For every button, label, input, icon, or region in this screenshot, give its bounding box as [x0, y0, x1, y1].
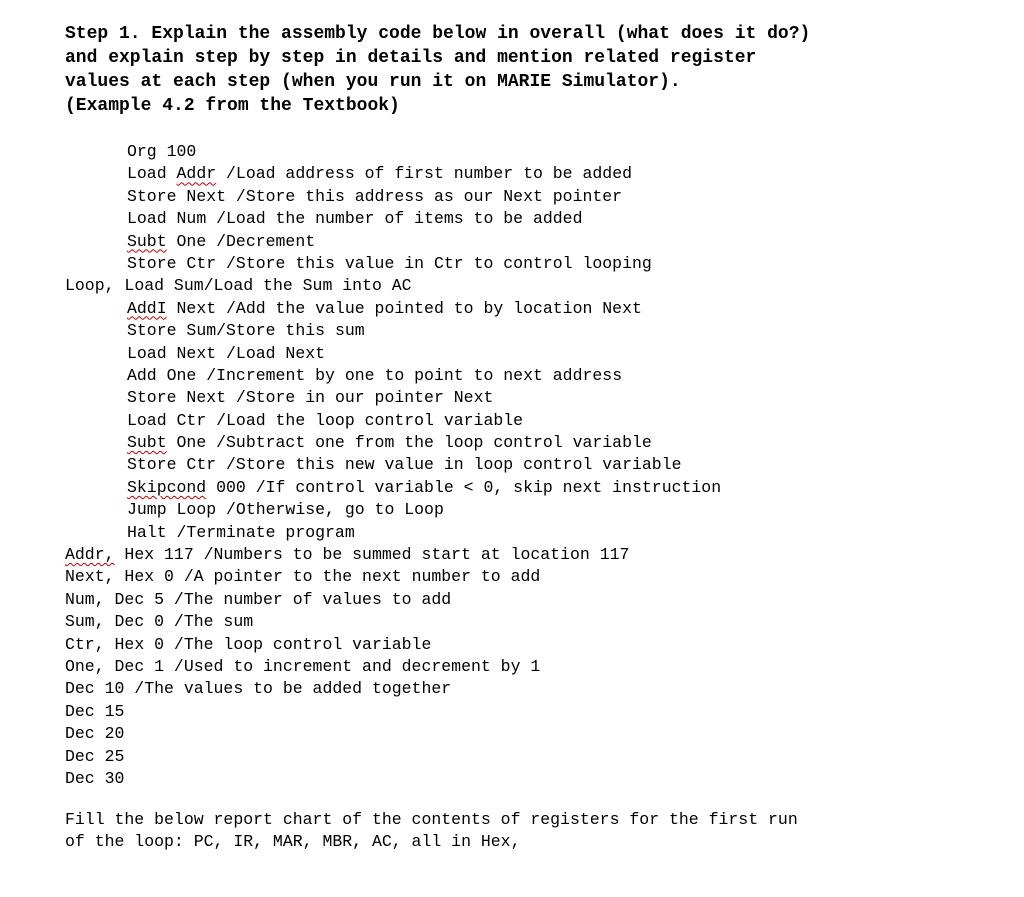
code-operand-comment: One /Increment by one to point to next address [156, 365, 623, 385]
code-opcode: Load [124, 276, 165, 296]
code-line [65, 678, 1005, 700]
code-operand-comment: Ctr /Store this value in Ctr to control looping [176, 253, 652, 273]
code-operand-comment: Dec 1 /Used to increment and decrement by 1 [104, 656, 541, 676]
code-line [65, 208, 1005, 230]
code-opcode: Store [127, 253, 177, 273]
code-data-value: Dec 30 [65, 768, 125, 788]
code-label-misspelled: Addr, [65, 545, 115, 565]
code-line [65, 589, 1005, 611]
code-line [65, 320, 1005, 342]
code-operand-comment: Next /Store this address as our Next pointer [176, 186, 623, 206]
code-opcode: Load [127, 164, 167, 184]
code-operand-comment: Sum/Store this sum [176, 321, 365, 341]
heading-line-1: Step 1. Explain the assembly code below in overall (what does it do?) [65, 24, 811, 44]
code-line [65, 186, 1005, 208]
assembly-code-listing [65, 141, 1005, 790]
code-line [65, 253, 1005, 275]
heading-line-4: (Example 4.2 from the Textbook) [65, 96, 400, 116]
code-line [65, 701, 1005, 723]
code-space [115, 276, 125, 295]
heading-line-3: values at each step (when you run it on MARIE Simulator). [65, 72, 681, 92]
code-opcode: Store [127, 186, 177, 206]
code-data-value: Dec 20 [65, 724, 125, 744]
code-line [65, 499, 1005, 521]
code-line [65, 141, 1005, 163]
code-operand-comment: Next /Store in our pointer Next [176, 388, 494, 408]
footer-line-2: of the loop: PC, IR, MAR, MBR, AC, all in Hex, [65, 832, 521, 852]
code-data-value: Dec 25 [65, 746, 125, 766]
code-separator [167, 164, 177, 183]
code-label: Num, [65, 589, 105, 609]
code-operand-comment: Dec 0 /The sum [104, 612, 254, 632]
footer-line-1: Fill the below report chart of the contents of registers for the first run [65, 810, 798, 829]
code-operand-comment: Next /Load Next [166, 343, 326, 363]
code-operand-comment: Hex 0 /The loop control variable [104, 634, 432, 654]
code-operand-comment: Ctr /Load the loop control variable [166, 410, 524, 430]
code-operand-comment: Next /Add the value pointed to by location Next [166, 298, 642, 318]
code-opcode: Load [127, 209, 167, 229]
code-line [65, 611, 1005, 633]
code-line [65, 163, 1005, 185]
code-operand-comment: /Load address of first number to be added [216, 164, 632, 184]
code-operand-comment: 100 [156, 142, 197, 161]
code-opcode: Load [127, 343, 167, 363]
code-opcode: Load [127, 410, 167, 430]
code-opcode-misspelled: Subt [127, 231, 167, 251]
heading-line-2: and explain step by step in details and mention related register [65, 48, 757, 68]
code-operand-comment: Ctr /Store this new value in loop control variable [176, 455, 682, 475]
code-line [65, 410, 1005, 432]
code-line [65, 343, 1005, 365]
code-line [65, 432, 1005, 454]
code-operand-misspelled: Addr [176, 164, 217, 184]
code-line [65, 544, 1005, 566]
code-line [65, 365, 1005, 387]
code-opcode: Store [127, 321, 177, 341]
code-line [65, 746, 1005, 768]
code-label: One, [65, 656, 105, 676]
instruction-footer [65, 809, 1005, 854]
code-line [65, 298, 1005, 320]
code-opcode: Add [127, 365, 157, 385]
code-operand-comment: /Terminate program [166, 522, 355, 542]
code-data-value: Dec 15 [65, 701, 125, 721]
code-opcode: Store [127, 388, 177, 408]
code-operand-comment: Sum/Load the Sum into AC [164, 276, 412, 296]
code-operand-comment: Hex 117 /Numbers to be summed start at location 117 [114, 545, 630, 565]
code-line [65, 656, 1005, 678]
code-operand-comment: One /Decrement [166, 231, 316, 251]
code-line [65, 387, 1005, 409]
code-opcode-misspelled: Subt [127, 433, 167, 453]
code-label: Next, [65, 567, 115, 587]
code-operand-comment: Num /Load the number of items to be added [166, 209, 583, 229]
code-line [65, 723, 1005, 745]
code-operand-comment: Hex 0 /A pointer to the next number to add [114, 567, 541, 587]
code-line [65, 231, 1005, 253]
code-line [65, 477, 1005, 499]
code-opcode: Halt [127, 522, 167, 542]
step-heading [65, 22, 1005, 118]
code-opcode-misspelled: AddI [127, 298, 167, 318]
code-line [65, 275, 1005, 297]
code-label: Loop, [65, 276, 115, 296]
code-label: Sum, [65, 612, 105, 632]
code-line [65, 454, 1005, 476]
code-operand-comment: One /Subtract one from the loop control variable [166, 433, 652, 453]
code-operand-comment: Loop /Otherwise, go to Loop [166, 500, 444, 520]
code-line [65, 768, 1005, 790]
code-operand-comment: Dec 5 /The number of values to add [104, 589, 452, 609]
code-line [65, 522, 1005, 544]
code-opcode: Org [127, 142, 157, 161]
code-opcode: Store [127, 455, 177, 475]
code-line [65, 634, 1005, 656]
code-operand-comment: 000 /If control variable < 0, skip next instruction [206, 477, 722, 497]
code-opcode: Jump [127, 500, 167, 520]
code-label: Ctr, [65, 634, 105, 654]
code-data-value: Dec 10 /The values to be added together [65, 679, 452, 699]
code-line [65, 566, 1005, 588]
code-opcode-misspelled: Skipcond [127, 477, 207, 497]
